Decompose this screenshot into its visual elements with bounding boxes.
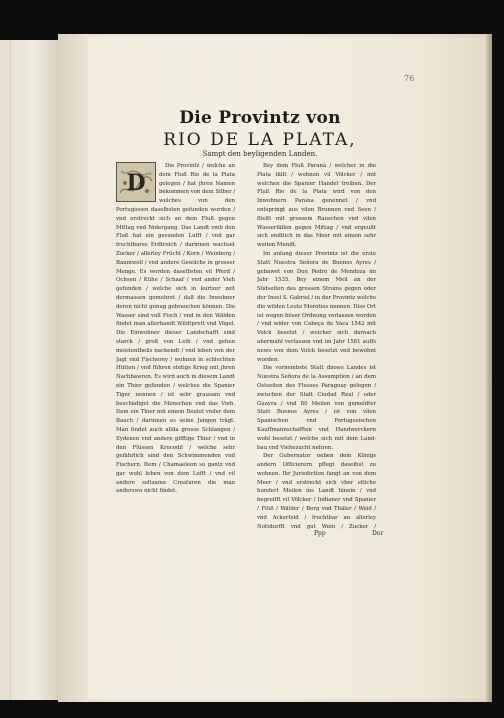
text-column-left (116, 162, 235, 584)
page-fore-edge (486, 34, 492, 702)
text-column-right (257, 162, 376, 532)
signature-mark: Ppp (314, 530, 326, 537)
page-title-line-2: RIO DE LA PLATA, (163, 130, 357, 150)
page-title-line-1: Die Provintz von (179, 108, 341, 128)
folio-number: 76 (404, 74, 415, 83)
catchword: Der (372, 530, 384, 537)
initial-letter: D (126, 170, 146, 196)
page-subtitle: Sampt den beyligenden Landen. (202, 150, 318, 158)
column-left-paragraph: Die Provintz / welche an dem Fluß Rio de la Plata gelegen / hat jhren Namen bekommen von dem Silber / welches von den Portugiesen daselbsten gefunden worden / vnd erstreckt sich an dem Fluß gegen Mittag vnd Nidergang. Das Landt vmb den Fluß hat ein gesunden Lufft / vnd gar fruchtbares Erdtreich / darinnen wachset Zucker / allerley Frücht / Korn / Weinberg / Baumwoll / vnd andere Gewächs in grosser Menge. Es werden daselbsten vil Pferd / Ochsen / Kühe / Schaaf / vnd ander Vieh gefunden / welche sich in kurtzer zeit dermassen gemehret / daß die Inwohner deren nicht genug gebrauchen können. Die Wasser sind voll Fisch / vnd in den Wälden findet man allerhandt Wildtprett vnd Vögel. Die Einwohner dieser Landschafft sind starck / groß von Leib / vnd gehen meistentheils nackendt / vnd leben von der Jagt vnd Fischerey / wohnen in schlechten Hütten / vnd führen stetigs Krieg mit jhren Nachbawren. Es wird auch in diesem Landt ein Thier gefunden / welches die Spanier Tiger nennen / ist sehr grausam vnd beschädiget die Menschen vnd das Vieh. Item ein Thier mit einem Beutel vnder dem Bauch / darinnen es seine Jungen trägt. Man findet auch allda grosse Schlangen / Eydexen vnd andere gifftige Thier / vnd in den Flüssen Krocodil / welche sehr gefährlich sind den Schwimmenden vnd Fischern. Item / Chamaeleon so gantz vnd gar wohl leben von dem Lufft / vnd vil andere seltzame Creaturen die man anderswo nicht findet. (116, 163, 235, 495)
column-right-paragraph-1: Bey dem Fluß Paraná / welcher in die Plata fällt / wohnen vil Völcker / mit welchen die Spanier Handel treiben. Der Fluß Rio de la Plata wird von den Inwohnern Parana genennet / vnd entspringt aus vilen Brunnen vnd Seen / fließt mit grossem Rauschen vnd vilen Wasserfällen gegen Mittag / vnd ergeußt sich endtlich in das Meer mit einem sehr weiten Mundt. (257, 163, 376, 249)
ornament-initial-icon (117, 163, 155, 201)
decorated-initial (116, 162, 156, 202)
column-right-paragraph-2: Im anfang dieser Provintz ist die erste Statt Nuestra Señora de Buenos Ayres / gebawet von Don Pedro de Mendoza im Jahr 1535. Bey einem Meil an der Südseiten des grossen Stroms gegen oder der Insel S. Gabriel / in der Provintz welche die wilden Leute Moroties nennen. Dise Ort ist wegen böser Ordnung verlassen worden / vnd wider von Cabeça de Vaca 1542 mit Volck besetzt / welcher sich darnach abermahl verlassen vnd im Jahr 1581 auffs newe von dem Volck besetzt vnd bewohnt worden. (257, 250, 376, 363)
facing-page-edge (0, 40, 59, 700)
column-right-paragraph-3: Die vornembste Statt dieses Landes ist Nuestra Señora de la Assumption / an dem Ostseiten des Flusses Paraguay gelegen / zwischen der Statt Ciudad Real / oder Guayra / vnd 80 Meilen von gemeldter Statt Buenos Ayres / ist von vilen Spanischen vnd Portugesischen Kauffmannschafften vnd Handwerckern wohl besetzt / welche sich mit dem Land-bau vnd Viehezucht nehren. (257, 365, 376, 451)
column-right-paragraph-4: Der Gubernator neben dem Königs andern Officierern pflegt daselbst zu wohnen. Ihr Jurisdiction fangt an von dem Meer / vnd erstreckt sich vber etliche hundert Meilen ins Landt hinein / vnd begreifft vil Völcker / Indianer vnd Spanier / Flüß / Wälder / Berg vnd Thäler / Weid / vnd Ackerfeld / fruchtbar an allerley Nottdurfft vnd gut Wein / Zucker / (257, 453, 376, 530)
page-gutter (58, 34, 88, 702)
